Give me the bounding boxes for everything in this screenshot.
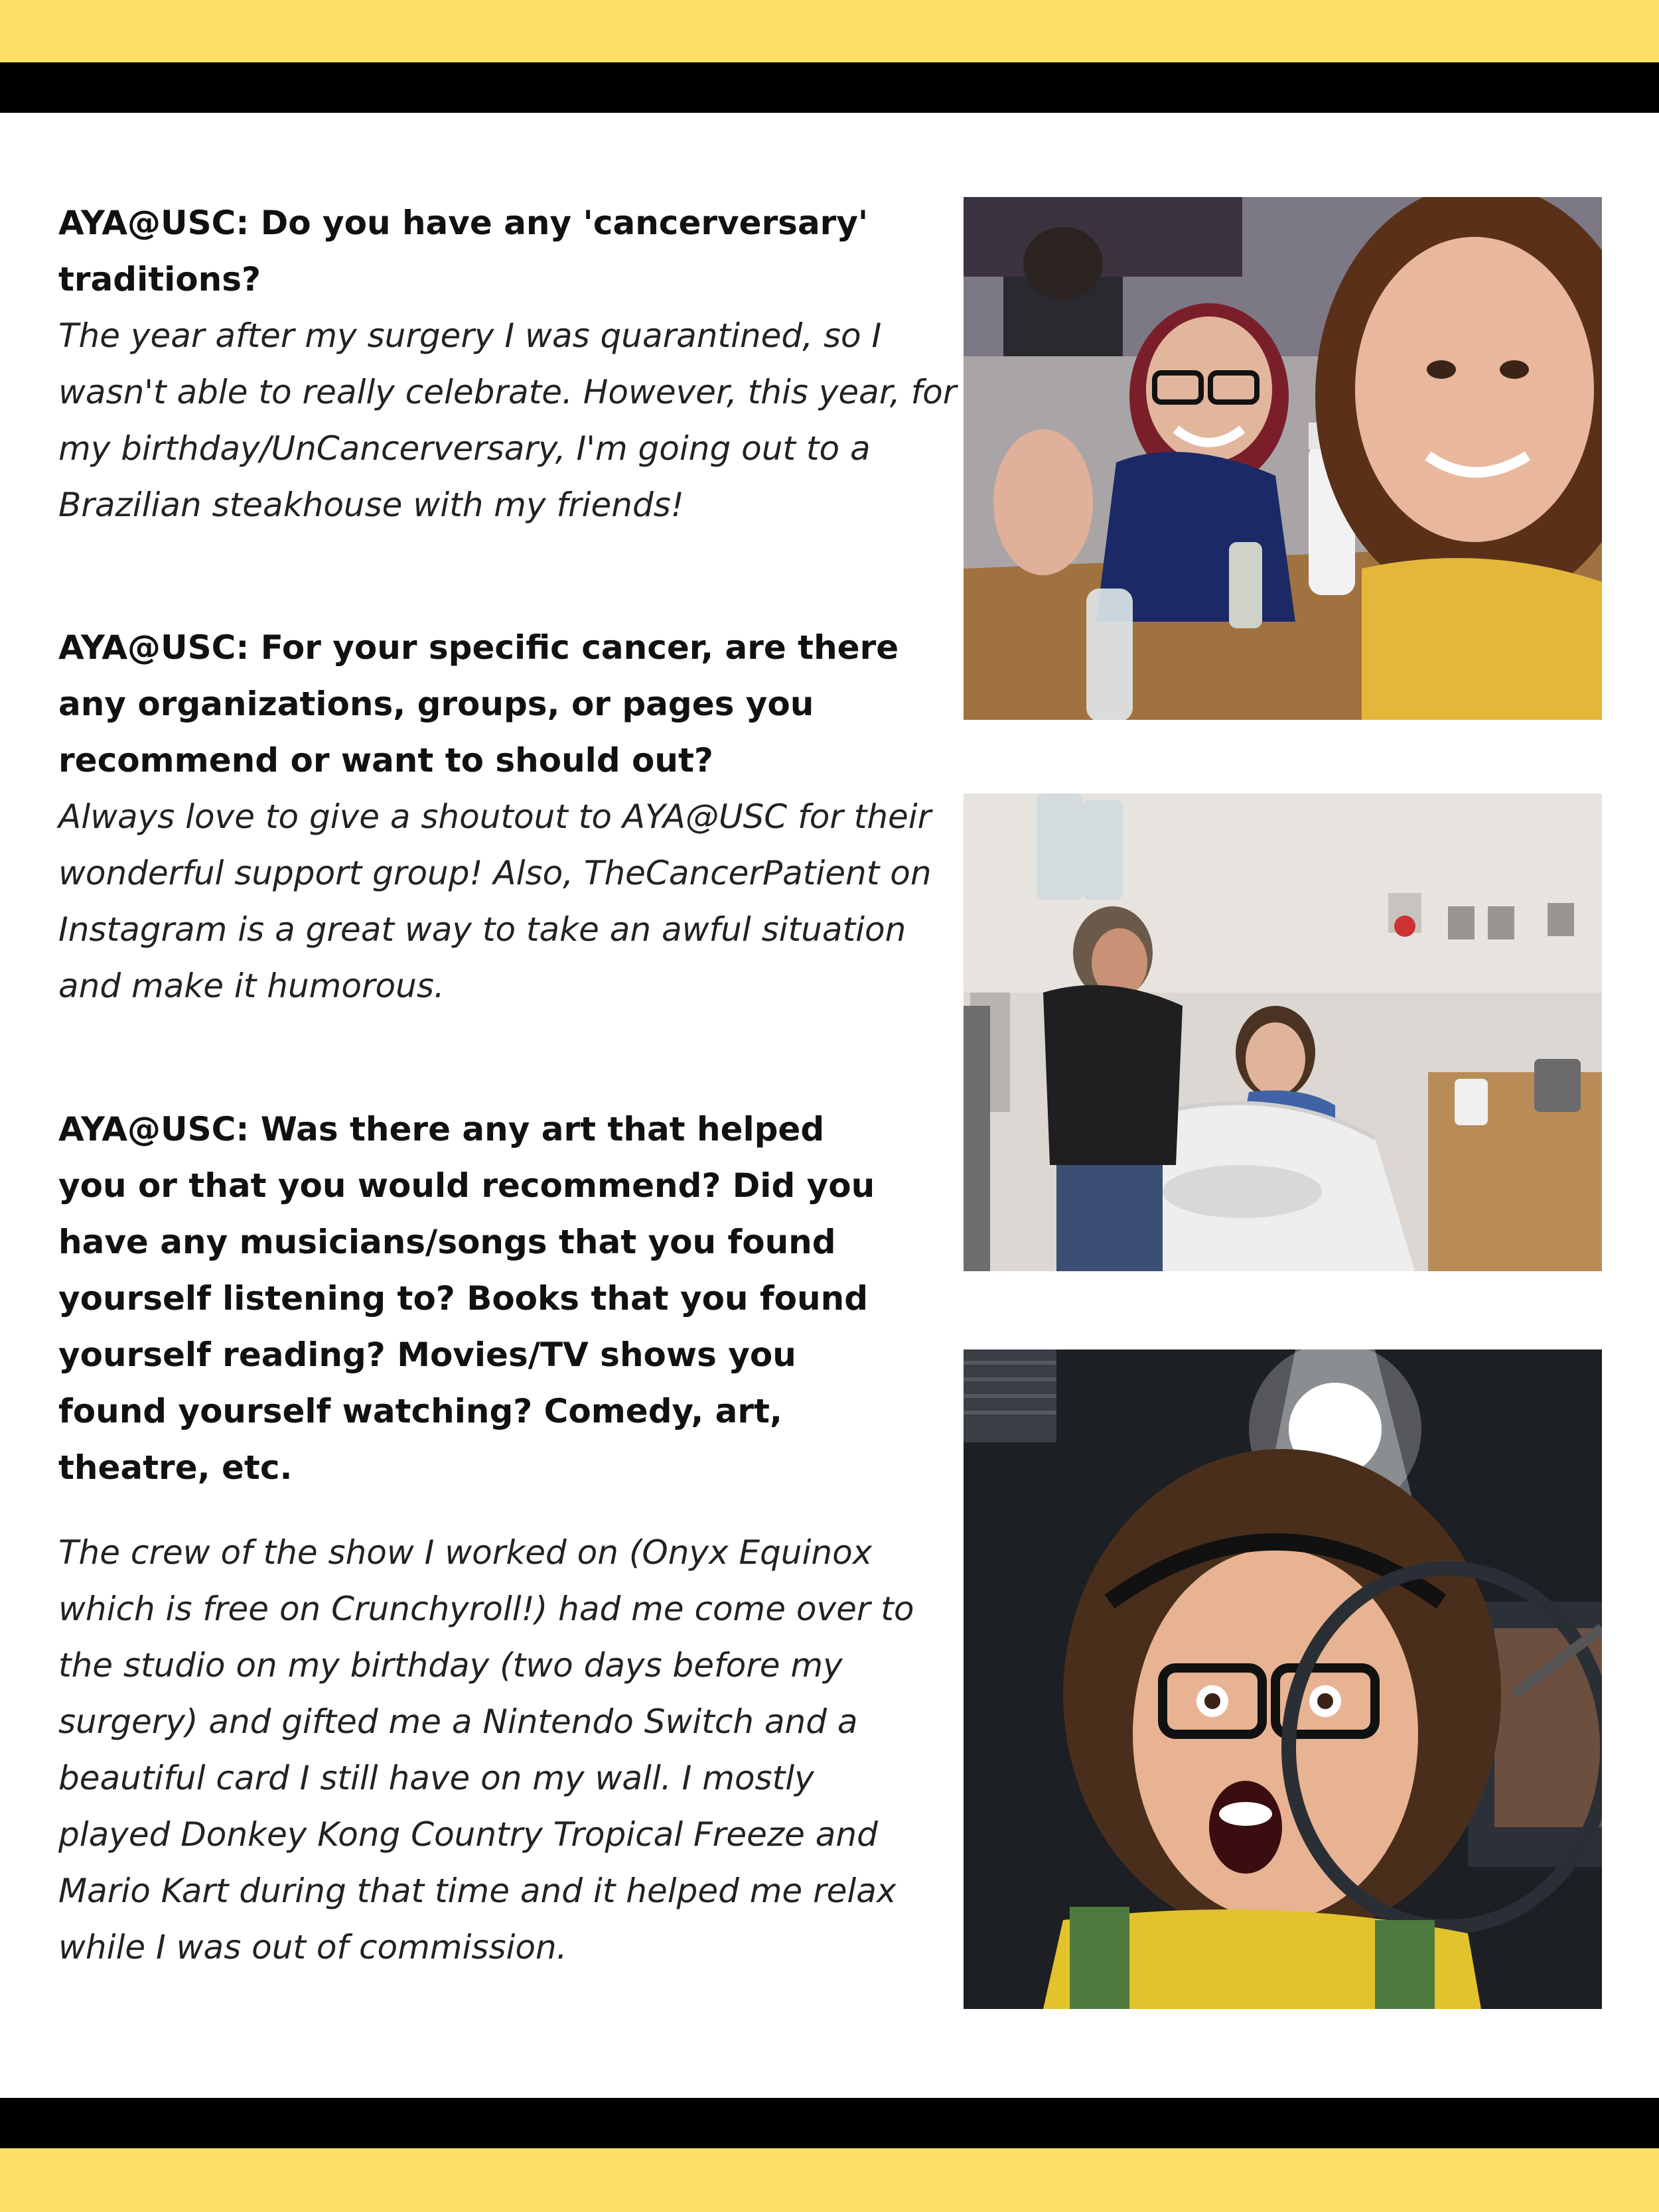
top-black-band bbox=[0, 62, 1659, 113]
question-organizations: AYA@USC: For your specific cancer, are there any organizations, groups, or pages you recommend or want to should out? bbox=[58, 628, 899, 780]
restaurant-selfie-photo bbox=[964, 197, 1602, 720]
answer-cancerversary: The year after my surgery I was quarantined, so I wasn't able to really celebrate. However, this year, for my birthday/UnCancerversary, I'm going out to a Brazilian steakhouse with my friends! bbox=[58, 316, 957, 524]
top-yellow-band bbox=[0, 0, 1659, 62]
studio-selfie-photo bbox=[964, 1349, 1602, 2009]
question-art: AYA@USC: Was there any art that helped you or that you would recommend? Did you have any musicians/songs that you found yourself listening to? Books that you found yourself reading? Movies/TV shows you found yourself watching? Comedy, art, theatre, etc. bbox=[58, 1110, 875, 1487]
bottom-yellow-band bbox=[0, 2148, 1659, 2212]
hospital-room-photo bbox=[964, 794, 1602, 1271]
bottom-black-band bbox=[0, 2098, 1659, 2148]
answer-art: The crew of the show I worked on (Onyx Equinox which is free on Crunchyroll!) had me come over to the studio on my birthday (two days before my surgery) and gifted me a Nintendo Switch and a beautiful card I still have on my wall. I mostly played Donkey Kong Country Tropical Freeze and Mario Kart during that time and it helped me relax while I was out of commission. bbox=[58, 1533, 914, 1967]
question-cancerversary: AYA@USC: Do you have any 'cancerversary' traditions? bbox=[58, 204, 869, 299]
answer-organizations: Always love to give a shoutout to AYA@USC for their wonderful support group! Also, TheCancerPatient on Instagram is a great way to take an awful situation and make it humorous. bbox=[58, 797, 932, 1005]
